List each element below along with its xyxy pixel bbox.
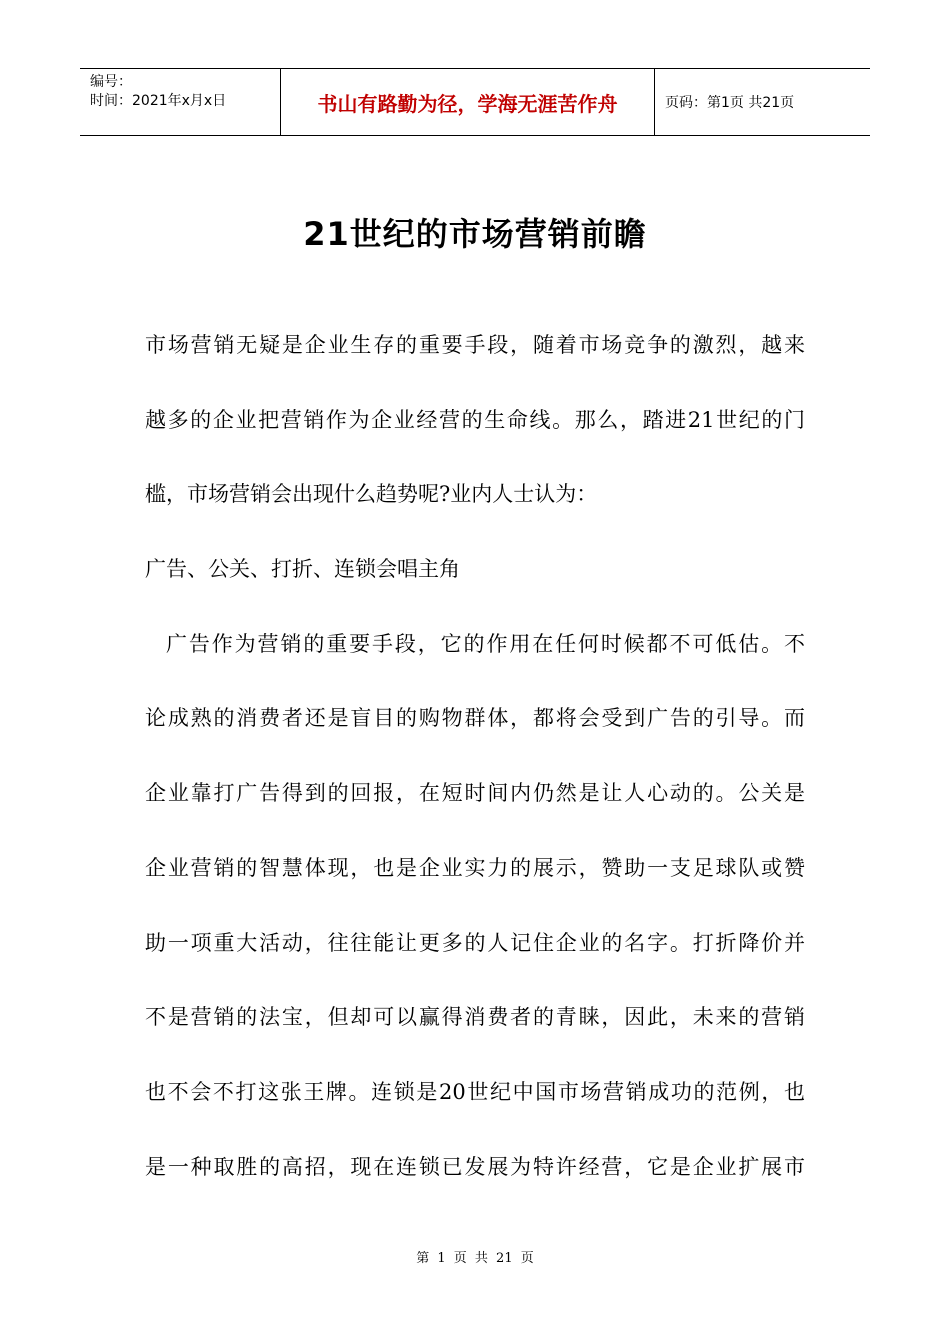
body-line: 助一项重大活动，往往能让更多的人记住企业的名字。打折降价并 (145, 930, 805, 955)
body-line: 不是营销的法宝，但却可以赢得消费者的青睐，因此，未来的营销 (145, 1005, 805, 1030)
document-number-label: 编号： (90, 74, 132, 90)
header-page-info-cell (655, 69, 870, 135)
header-motto-cell (281, 69, 655, 135)
body-line: 企业靠打广告得到的回报，在短时间内仍然是让人心动的。公关是 (145, 781, 805, 806)
section-heading: 广告、公关、打折、连锁会唱主角 (145, 557, 460, 582)
body-line: 市场营销无疑是企业生存的重要手段，随着市场竞争的激烈，越来 (145, 333, 805, 357)
header-motto: 书山有路勤为径，学海无涯苦作舟 (317, 91, 618, 116)
body-line: 越多的企业把营销作为企业经营的生命线。那么，踏进21世纪的门 (145, 407, 805, 432)
body-line: 槛，市场营销会出现什么趋势呢?业内人士认为： (145, 482, 598, 507)
body-line: 是一种取胜的高招，现在连锁已发展为特许经营，它是企业扩展市 (145, 1154, 805, 1179)
document-body (145, 308, 805, 1204)
body-line: 也不会不打这张王牌。连锁是20世纪中国市场营销成功的范例，也 (145, 1079, 805, 1104)
body-line: 论成熟的消费者还是盲目的购物群体，都将会受到广告的引导。而 (145, 706, 805, 731)
document-time-label: 时间：2021年x月x日 (90, 93, 227, 109)
page-header (80, 68, 870, 136)
page-footer: 第 1 页 共 21 页 (416, 1251, 534, 1266)
body-line: 企业营销的智慧体现，也是企业实力的展示，赞助一支足球队或赞 (145, 855, 805, 880)
body-line: 广告作为营销的重要手段，它的作用在任何时候都不可低估。不 (166, 631, 805, 656)
header-meta-cell (80, 69, 281, 135)
header-page-info: 页码：第1页 共21页 (665, 95, 795, 111)
document-title: 21世纪的市场营销前瞻 (303, 215, 647, 253)
